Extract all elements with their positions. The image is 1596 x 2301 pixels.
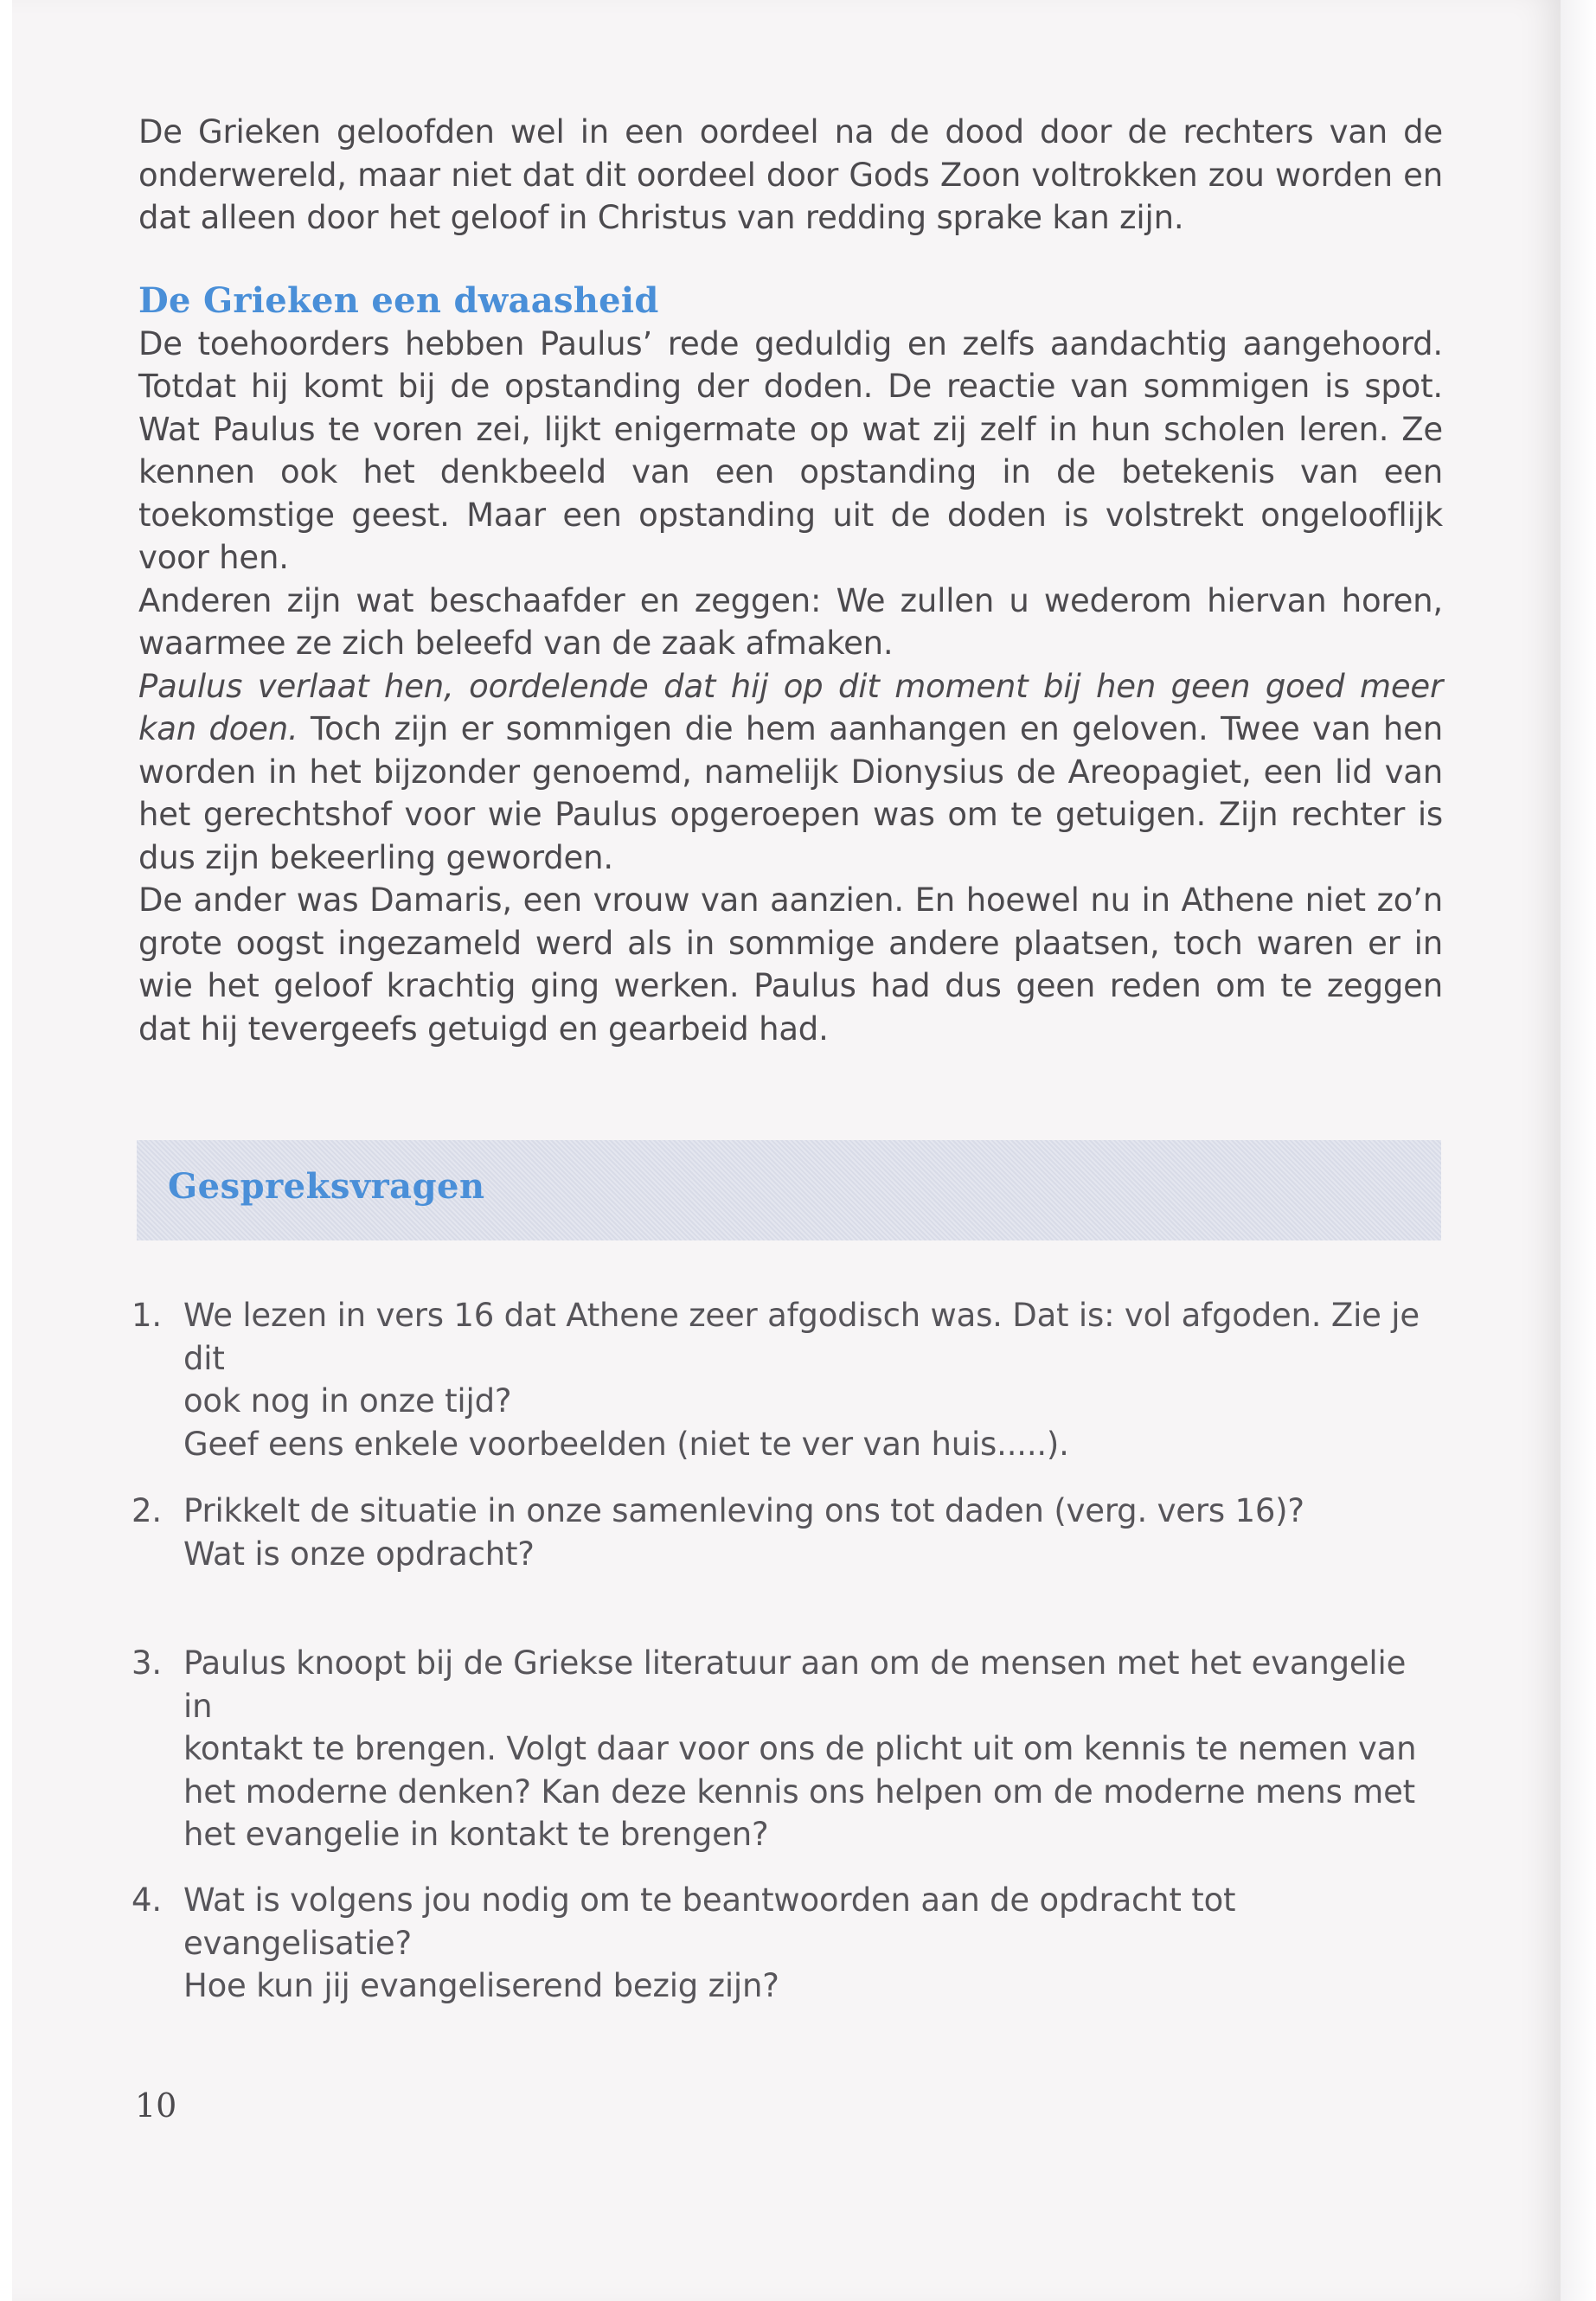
paragraph-3: [138, 665, 1443, 880]
question-text: [183, 1642, 1443, 1856]
paragraph-1: De toehoorders hebben Paulus’ rede geduldig en zelfs aandachtig aangehoord. Totdat hij komt bij de opstanding der doden. De reactie van sommigen is spot. Wat Paulus te voren zei, lijkt enigermate op wat zij zelf in hun scholen leren. Ze kennen ook het denkbeeld van een opstanding in de betekenis van een toekomstige geest. Maar een opstanding uit de doden is volstrekt ongelooflijk voor hen.: [138, 324, 1443, 576]
paragraph-2: Anderen zijn wat beschaafder en zeggen: We zullen u wederom hiervan horen, waarmee ze zich beleefd van de zaak afmaken.: [138, 581, 1443, 662]
paragraph-4: De ander was Damaris, een vrouw van aanzien. En hoewel nu in Athene niet zo’n grote oogst ingezameld werd als in sommige andere plaatsen, toch waren er in wie het geloof krachtig ging werken. Paulus had dus geen reden om te zeggen dat hij tevergeefs getuigd en gearbeid had.: [138, 881, 1443, 1048]
question-item: [131, 1642, 1443, 1856]
question-line: ook nog in onze tijd?: [183, 1382, 512, 1420]
question-number: 2.: [131, 1492, 162, 1529]
question-line: kontakt te brengen. Volgt daar voor ons de plicht uit om kennis te nemen van: [183, 1730, 1417, 1767]
question-text: [183, 1294, 1443, 1465]
question-text: [183, 1490, 1443, 1575]
question-item: [131, 1490, 1443, 1575]
question-number: 4.: [131, 1881, 162, 1919]
question-line: Paulus knoopt bij de Griekse literatuur aan om de mensen met het evangelie in: [183, 1644, 1407, 1725]
question-number: 3.: [131, 1644, 162, 1682]
question-line: Geef eens enkele voorbeelden (niet te ver van huis.....).: [183, 1425, 1069, 1463]
section-heading: De Grieken een dwaasheid: [138, 279, 659, 321]
question-item: [131, 1879, 1443, 2008]
question-line: Wat is volgens jou nodig om te beantwoorden aan de opdracht tot evangelisatie?: [183, 1881, 1236, 1962]
question-line: We lezen in vers 16 dat Athene zeer afgodisch was. Dat is: vol afgoden. Zie je dit: [183, 1297, 1420, 1377]
question-line: Hoe kun jij evangeliserend bezig zijn?: [183, 1967, 779, 2004]
page-edge: [1561, 0, 1596, 2301]
question-number: 1.: [131, 1297, 162, 1334]
body-text: [138, 111, 1443, 1050]
question-line: Prikkelt de situatie in onze samenleving ons tot daden (verg. vers 16)?: [183, 1492, 1304, 1529]
paragraph-3-rest: Toch zijn er sommigen die hem aanhangen en geloven. Twee van hen worden in het bijzonder genoemd, namelijk Dionysius de Areopagiet, een lid van het gerechtshof voor wie Paulus opgeroepen was om te getuigen. Zijn rechter is dus zijn bekeerling geworden.: [138, 710, 1443, 876]
intro-paragraph: De Grieken geloofden wel in een oordeel na de dood door de rechters van de onderwereld, maar niet dat dit oordeel door Gods Zoon voltrokken zou worden en dat alleen door het geloof in Christus van redding sprake kan zijn.: [138, 113, 1443, 236]
question-item: [131, 1294, 1443, 1465]
question-line: Wat is onze opdracht?: [183, 1535, 535, 1573]
question-text: [183, 1879, 1443, 2008]
questions-title: Gespreksvragen: [168, 1166, 485, 1207]
paragraph-3-italic: Paulus verlaat hen, oordelende dat hij op dit moment bij hen geen goed meer kan doen.: [138, 667, 1443, 747]
questions-banner: [137, 1140, 1441, 1240]
question-line: het moderne denken? Kan deze kennis ons helpen om de moderne mens met: [183, 1772, 1415, 1811]
page-number: 10: [135, 2086, 177, 2125]
question-line: het evangelie in kontakt te brengen?: [183, 1816, 769, 1853]
